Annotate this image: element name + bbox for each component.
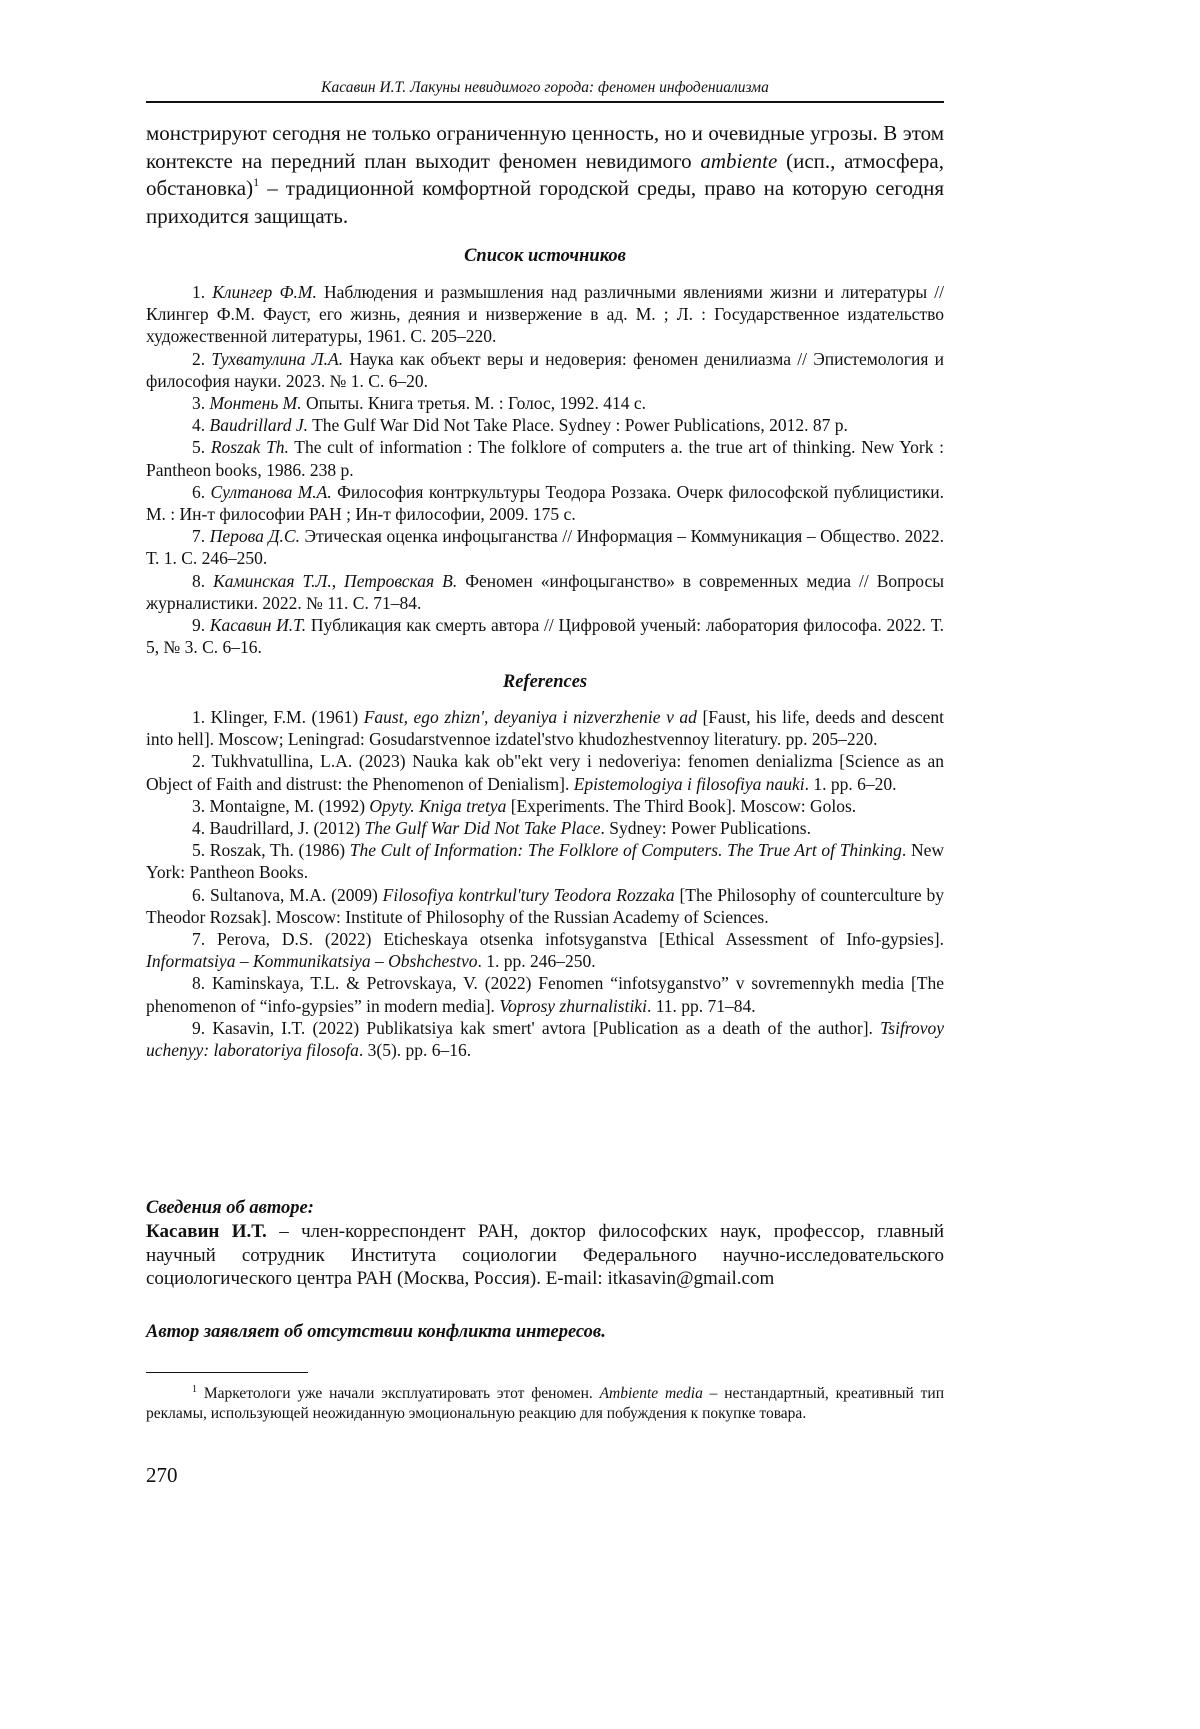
- sources-list: [146, 281, 944, 658]
- source-author: Клингер Ф.М.: [212, 282, 317, 302]
- source-author: Тухватулина Л.А.: [211, 348, 344, 369]
- reference-num: 7.: [192, 929, 206, 950]
- reference-italic: The Cult of Information: The Folklore of Computers. The True Art of Thinking: [349, 840, 902, 861]
- footnote-text-after: – нестандартный, креативный тип рекламы, использующей неожиданную эмоциональную реакцию для побуждения к покупке товара.: [146, 1385, 945, 1422]
- source-item: [146, 570, 944, 614]
- reference-num: 2.: [192, 751, 206, 772]
- source-item: [146, 614, 944, 658]
- reference-italic: Faust, ego zhizn', deyaniya i nizverzhenie v ad: [363, 707, 697, 727]
- intro-paragraph: [146, 120, 944, 230]
- running-header: Касавин И.Т. Лакуны невидимого города: феномен инфодениализма: [321, 79, 769, 96]
- reference-text-end: [Experiments. The Third Book]. Moscow: Golos.: [506, 795, 857, 816]
- reference-num: 9.: [192, 1017, 206, 1038]
- source-text: The Gulf War Did Not Take Place. Sydney : Power Publications, 2012. 87 p.: [308, 415, 848, 436]
- source-num: 1.: [192, 282, 206, 302]
- reference-text-end: . 1. pp. 246–250.: [477, 951, 596, 972]
- source-num: 6.: [192, 481, 206, 502]
- reference-item: [146, 928, 944, 972]
- reference-text: Montaigne, M. (1992): [205, 795, 370, 816]
- intro-text-before: монстрируют сегодня не только ограниченную ценность, но и очевидные угрозы. В этом контексте на передний план выходит феномен невидимого: [146, 121, 944, 173]
- footnote-marker[interactable]: 1: [253, 175, 260, 189]
- reference-item: [146, 817, 944, 839]
- reference-text: Kasavin, I.T. (2022) Publikatsiya kak smert' avtora [Publication as a death of the author].: [205, 1017, 881, 1038]
- source-author: Султанова М.А.: [210, 481, 332, 502]
- source-text: Публикация как смерть автора // Цифровой ученый: лаборатория философа. 2022. Т. 5, № 3. С. 6–16.: [146, 615, 945, 658]
- reference-italic: The Gulf War Did Not Take Place: [364, 818, 601, 839]
- references-title: References: [502, 672, 588, 692]
- reference-text: Baudrillard, J. (2012): [205, 818, 365, 839]
- source-author: Касавин И.Т.: [209, 615, 307, 636]
- sources-title: Список источников: [464, 246, 626, 266]
- reference-italic: Voprosy zhurnalistiki: [499, 995, 647, 1016]
- reference-italic: Opyty. Kniga tretya: [369, 795, 507, 816]
- author-details: – член-корреспондент РАН, доктор философских наук, профессор, главный научный сотрудник Института социологии Федерального научно-исследовательского социологического центра РАН (Москва, Россия). E-mail: itkasavin@gmail.com: [146, 1221, 944, 1289]
- reference-item: [146, 706, 944, 750]
- reference-num: 6.: [192, 884, 206, 905]
- reference-num: 3.: [192, 795, 206, 816]
- source-num: 7.: [192, 526, 206, 547]
- reference-num: 4.: [192, 818, 206, 839]
- reference-item: [146, 839, 944, 883]
- reference-text-end: [The Philosophy of counterculture by Theodor Rozsak]. Moscow: Institute of Philosophy of the Russian Academy of Sciences.: [146, 884, 944, 927]
- source-num: 4.: [192, 415, 206, 436]
- source-text: Наука как объект веры и недоверия: феномен денилиазма // Эпистемология и философия науки. 2023. № 1. С. 6–20.: [146, 348, 945, 391]
- reference-italic: Informatsiya – Kommunikatsiya – Obshchestvo: [146, 951, 478, 972]
- source-author: Перова Д.С.: [209, 526, 300, 547]
- reference-text: Sultanova, M.A. (2009): [205, 884, 383, 905]
- source-num: 2.: [192, 348, 206, 369]
- source-text: Феномен «инфоцыганство» в современных медиа // Вопросы журналистики. 2022. № 11. С. 71–84.: [146, 570, 944, 613]
- intro-text-middle: (исп., атмосфера, обстановка): [146, 148, 944, 200]
- references-list: [146, 706, 944, 1061]
- source-author: Baudrillard J.: [209, 415, 309, 436]
- source-text: Опыты. Книга третья. М. : Голос, 1992. 414 с.: [301, 393, 647, 414]
- source-item: [146, 414, 944, 436]
- reference-num: 1.: [192, 707, 206, 727]
- source-item: [146, 348, 944, 392]
- source-text: Этическая оценка инфоцыганства // Информация – Коммуникация – Общество. 2022. Т. 1. С. 246–250.: [146, 526, 944, 569]
- reference-text-end: . 1. pp. 6–20.: [804, 773, 897, 794]
- reference-item: [146, 972, 944, 1016]
- source-author: Монтень М.: [209, 393, 302, 414]
- reference-text-end: . New York: Pantheon Books.: [146, 840, 944, 883]
- source-author: Каминская Т.Л., Петровская В.: [213, 570, 458, 591]
- intro-term: ambiente: [700, 148, 778, 173]
- reference-text-end: . 3(5). pp. 6–16.: [358, 1040, 472, 1061]
- reference-text: Klinger, F.M. (1961): [205, 707, 364, 727]
- source-text: The cult of information : The folklore of computers a. the true art of thinking. New York : Pantheon books, 1986. 238 p.: [146, 437, 945, 480]
- footnote-text-before: Маркетологи уже начали эксплуатировать этот феномен.: [197, 1385, 600, 1402]
- footnote-number: 1: [192, 1384, 197, 1395]
- author-name: Касавин И.Т.: [146, 1221, 267, 1242]
- conflict-statement: Автор заявляет об отсутствии конфликта интересов.: [146, 1322, 606, 1342]
- source-num: 8.: [192, 570, 206, 591]
- source-item: [146, 281, 944, 348]
- header-rule: [146, 101, 944, 103]
- reference-text: Perova, D.S. (2022) Eticheskaya otsenka infotsyganstva [Ethical Assessment of Info-gypsies].: [205, 929, 944, 950]
- reference-text-end: [Faust, his life, deeds and descent into hell]. Moscow; Leningrad: Gosudarstvennoe izdatel'stvo khudozhestvennoy literatury. pp. 205–220.: [146, 707, 945, 750]
- reference-italic: Tsifrovoy uchenyy: laboratoriya filosofa: [146, 1017, 944, 1061]
- reference-item: [146, 884, 944, 928]
- reference-text-end: . 11. pp. 71–84.: [646, 995, 756, 1016]
- author-heading: Сведения об авторе:: [146, 1198, 314, 1218]
- intro-text-after: – традиционной комфортной городской среды, право на которую сегодня приходится защищать.: [146, 176, 944, 228]
- reference-text-end: . Sydney: Power Publications.: [600, 818, 811, 839]
- reference-italic: Epistemologiya i filosofiya nauki: [573, 773, 805, 794]
- source-item: [146, 392, 944, 414]
- source-author: Roszak Th.: [210, 437, 289, 458]
- source-num: 3.: [192, 393, 206, 414]
- reference-num: 5.: [192, 840, 206, 861]
- source-item: [146, 481, 944, 525]
- reference-text: Tukhvatullina, L.A. (2023) Nauka kak ob"ekt very i nedoveriya: fenomen denializma [Science as an Object of Faith and distrust: the Phenomenon of Denialism].: [146, 751, 944, 794]
- source-item: [146, 525, 944, 569]
- source-num: 9.: [192, 615, 206, 636]
- footnote: [146, 1384, 944, 1424]
- source-num: 5.: [192, 437, 206, 458]
- reference-item: [146, 750, 944, 794]
- author-info: [146, 1220, 944, 1291]
- footnote-term: Ambiente media: [599, 1385, 703, 1402]
- source-text: Наблюдения и размышления над различными явлениями жизни и литературы // Клингер Ф.М. Фауст, его жизнь, деяния и низвержение в ад. М. ; Л. : Государственное издательство художественной литературы, 1961. С. 205–220.: [146, 282, 944, 347]
- reference-text: Roszak, Th. (1986): [205, 840, 350, 861]
- source-text: Философия контркультуры Теодора Роззака. Очерк философской публицистики. М. : Ин-т философии РАН ; Ин-т философии, 2009. 175 с.: [146, 481, 944, 525]
- source-item: [146, 436, 944, 480]
- reference-item: [146, 795, 944, 817]
- reference-num: 8.: [192, 973, 206, 994]
- footnote-rule: [146, 1372, 308, 1373]
- reference-italic: Filosofiya kontrkul'tury Teodora Rozzaka: [382, 884, 675, 905]
- reference-item: [146, 1017, 944, 1061]
- reference-text: Kaminskaya, T.L. & Petrovskaya, V. (2022) Fenomen “infotsyganstvo” v sovremennykh media [The phenomenon of “info-gypsies” in modern media].: [146, 973, 944, 1016]
- page-number: 270: [146, 1463, 178, 1487]
